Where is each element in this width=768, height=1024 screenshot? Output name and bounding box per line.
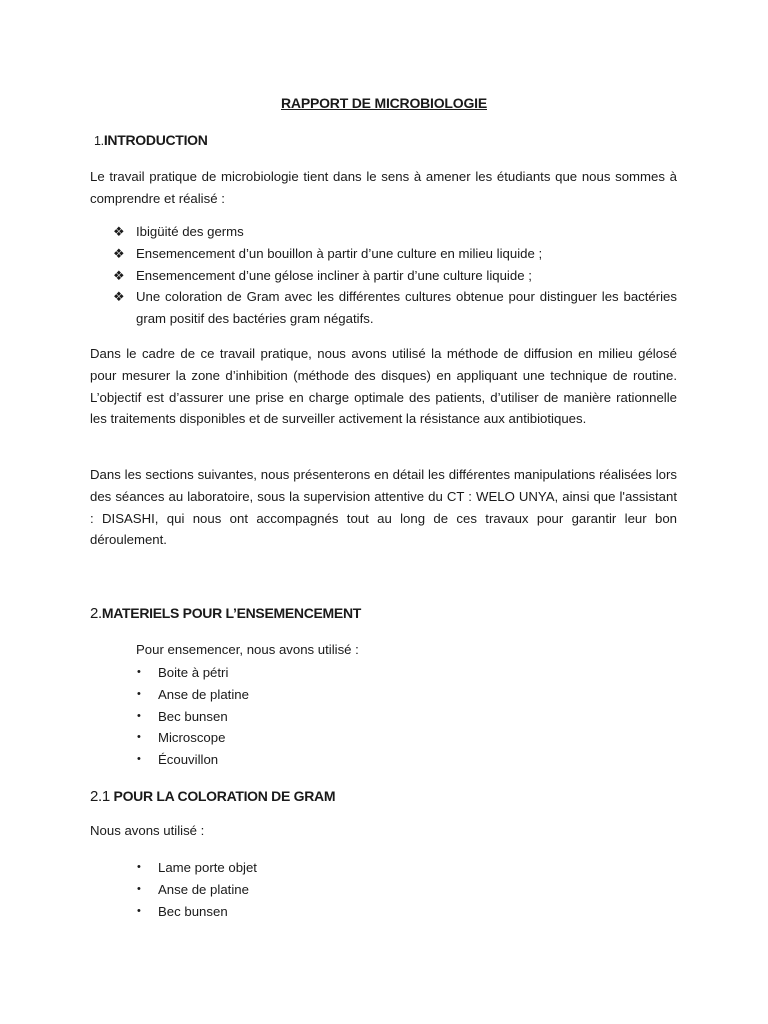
- bullet-icon: •: [137, 731, 141, 744]
- list-item: [113, 286, 677, 330]
- bullet-icon: •: [137, 904, 141, 917]
- diamond-bullet-icon: ❖: [113, 289, 125, 305]
- list-item-text: Ensemencement d’un bouillon à partir d’une culture en milieu liquide ;: [136, 245, 543, 261]
- bullet-icon: •: [137, 709, 141, 722]
- section-heading-materiels: [90, 605, 361, 622]
- list-item-text: Boite à pétri: [158, 665, 229, 680]
- intro-paragraph-2: Dans le cadre de ce travail pratique, nous avons utilisé la méthode de diffusion en milieu gélosé pour mesurer la zone d’inhibition (méthode des disques) en appliquant une technique de routine. L’objectif est d’assurer une prise en charge optimale des patients, d’utiliser de manière rationnelle les traitements disponibles et de surveiller activement la résistance aux antibiotiques.: [90, 346, 677, 427]
- list-item: [135, 662, 249, 684]
- list-item: [113, 221, 677, 243]
- list-item: [113, 265, 677, 287]
- list-item-text: Bec bunsen: [158, 708, 228, 724]
- intro-bullet-list: [113, 221, 677, 330]
- list-item-text: Anse de platine: [158, 881, 249, 897]
- bullet-icon: •: [137, 687, 141, 700]
- list-item-text: Ensemencement d’une gélose incliner à partir d’une culture liquide ;: [136, 267, 532, 283]
- list-item-text: Écouvillon: [158, 752, 219, 768]
- list-item: [135, 684, 249, 706]
- list-item-text: Bec bunsen: [158, 903, 228, 919]
- bullet-icon: •: [137, 666, 141, 678]
- list-item: [135, 879, 257, 901]
- list-item-text: Lame porte objet: [158, 860, 257, 875]
- list-item-text: Microscope: [158, 730, 226, 746]
- list-item: [135, 901, 257, 923]
- section-heading-text: POUR LA COLORATION DE GRAM: [113, 788, 336, 804]
- coloration-intro: Nous avons utilisé :: [90, 823, 205, 838]
- list-item: [135, 706, 249, 728]
- section-heading-text: MATERIELS POUR L’ENSEMENCEMENT: [101, 605, 362, 621]
- section-heading-text: INTRODUCTION: [103, 132, 208, 148]
- diamond-bullet-icon: ❖: [113, 245, 125, 261]
- diamond-bullet-icon: ❖: [113, 224, 125, 239]
- intro-paragraph-3: Dans les sections suivantes, nous présenterons en détail les différentes manipulations réalisées lors des séances au laboratoire, sous la supervision attentive du CT : WELO UNYA, ainsi que l'assistant : DISASHI, qui nous ont accompagnés tout au long de ces travaux pour garantir leur bon déroulement.: [90, 467, 677, 548]
- bullet-icon: •: [137, 861, 141, 873]
- materiels-list: [135, 662, 249, 771]
- section-number: 1.: [94, 134, 104, 148]
- coloration-list: [135, 857, 257, 922]
- list-item: [135, 749, 249, 771]
- list-item-text: Ibigüité des germs: [136, 224, 244, 239]
- list-item: [113, 243, 677, 265]
- materiels-intro: Pour ensemencer, nous avons utilisé :: [136, 642, 359, 657]
- intro-paragraph-1: Le travail pratique de microbiologie tient dans le sens à amener les étudiants que nous sommes à comprendre et réalisé :: [90, 169, 677, 206]
- list-item: [135, 727, 249, 749]
- section-heading-introduction: [94, 132, 208, 148]
- list-item-text: Une coloration de Gram avec les différentes cultures obtenue pour distinguer les bactéries gram positif des bactéries gram négatifs.: [136, 289, 677, 327]
- list-item: [135, 857, 257, 879]
- section-heading-coloration: [90, 788, 335, 805]
- bullet-icon: •: [137, 882, 141, 895]
- document-title: RAPPORT DE MICROBIOLOGIE: [281, 95, 487, 111]
- list-item-text: Anse de platine: [158, 686, 249, 702]
- section-number: 2.1: [90, 788, 110, 805]
- bullet-icon: •: [137, 753, 141, 766]
- diamond-bullet-icon: ❖: [113, 267, 125, 283]
- section-number: 2.: [90, 605, 102, 622]
